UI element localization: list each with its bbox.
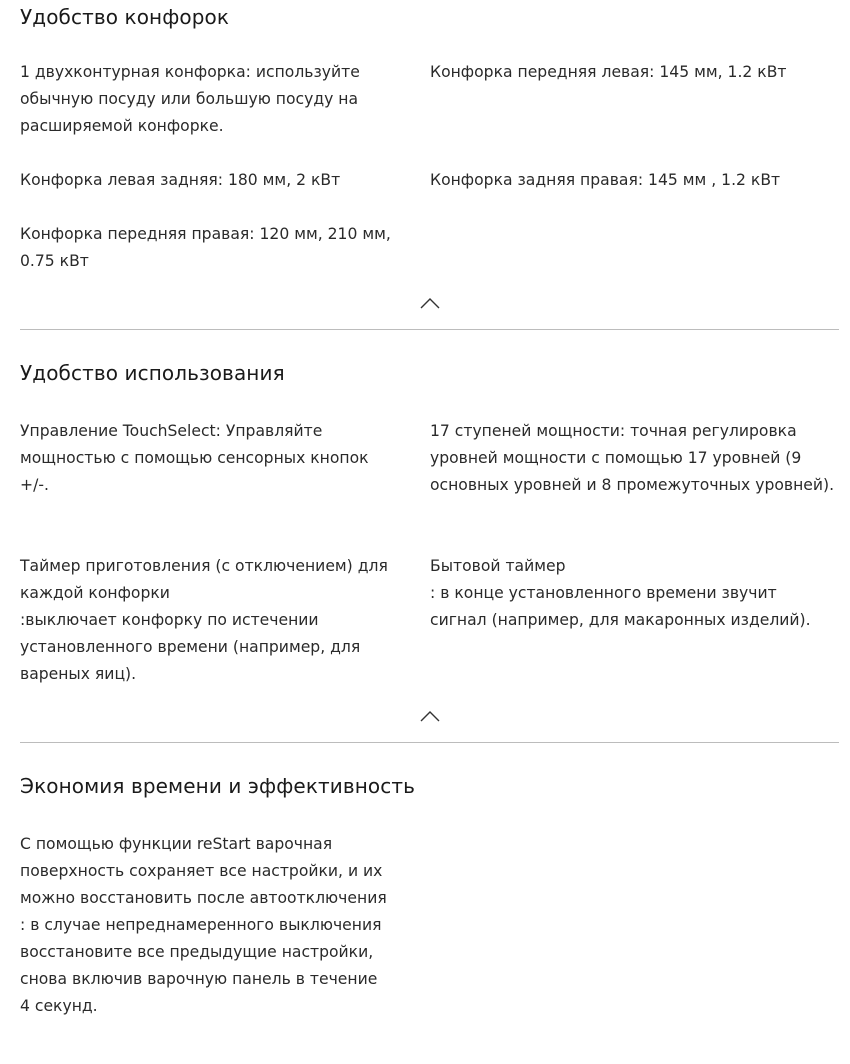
feature-item: 1 двухконтурная конфорка: используйте обычную посуду или большую посуду на расширяемой конфорке. bbox=[20, 63, 360, 135]
collapse-section-button[interactable] bbox=[418, 294, 442, 312]
feature-item: 17 ступеней мощности: точная регулировка уровней мощности с помощью 17 уровней (9 основных уровней и 8 промежуточных уровней). bbox=[430, 422, 835, 494]
feature-item: Конфорка задняя правая: 145 мм , 1.2 кВт bbox=[430, 171, 781, 189]
section-burners bbox=[20, 0, 839, 330]
section-title: Удобство использования bbox=[20, 361, 285, 385]
section-usability bbox=[20, 330, 839, 743]
feature-item: Бытовой таймер : в конце установленного времени звучит сигнал (например, для макаронных изделий). bbox=[430, 557, 811, 629]
collapse-section-button[interactable] bbox=[418, 707, 442, 725]
feature-item: С помощью функции reStart варочная поверхность сохраняет все настройки, и их можно восстановить после автоотключения : в случае непреднамеренного выключения восстановите все предыдущие настройки, снова включив варочную панель в течение 4 секунд. bbox=[20, 835, 387, 1015]
feature-item: Управление TouchSelect: Управляйте мощностью с помощью сенсорных кнопок +/-. bbox=[20, 422, 369, 494]
feature-item: Конфорка левая задняя: 180 мм, 2 кВт bbox=[20, 171, 341, 189]
chevron-up-icon bbox=[420, 297, 440, 309]
feature-item: Конфорка передняя левая: 145 мм, 1.2 кВт bbox=[430, 63, 787, 81]
chevron-up-icon bbox=[420, 710, 440, 722]
feature-item: Таймер приготовления (с отключением) для каждой конфорки :выключает конфорку по истечении установленного времени (например, для вареных яиц). bbox=[20, 557, 388, 683]
feature-item: Конфорка передняя правая: 120 мм, 210 мм, 0.75 кВт bbox=[20, 225, 391, 270]
section-efficiency bbox=[20, 743, 839, 1064]
section-title: Экономия времени и эффективность bbox=[20, 774, 415, 798]
section-title: Удобство конфорок bbox=[20, 5, 230, 29]
